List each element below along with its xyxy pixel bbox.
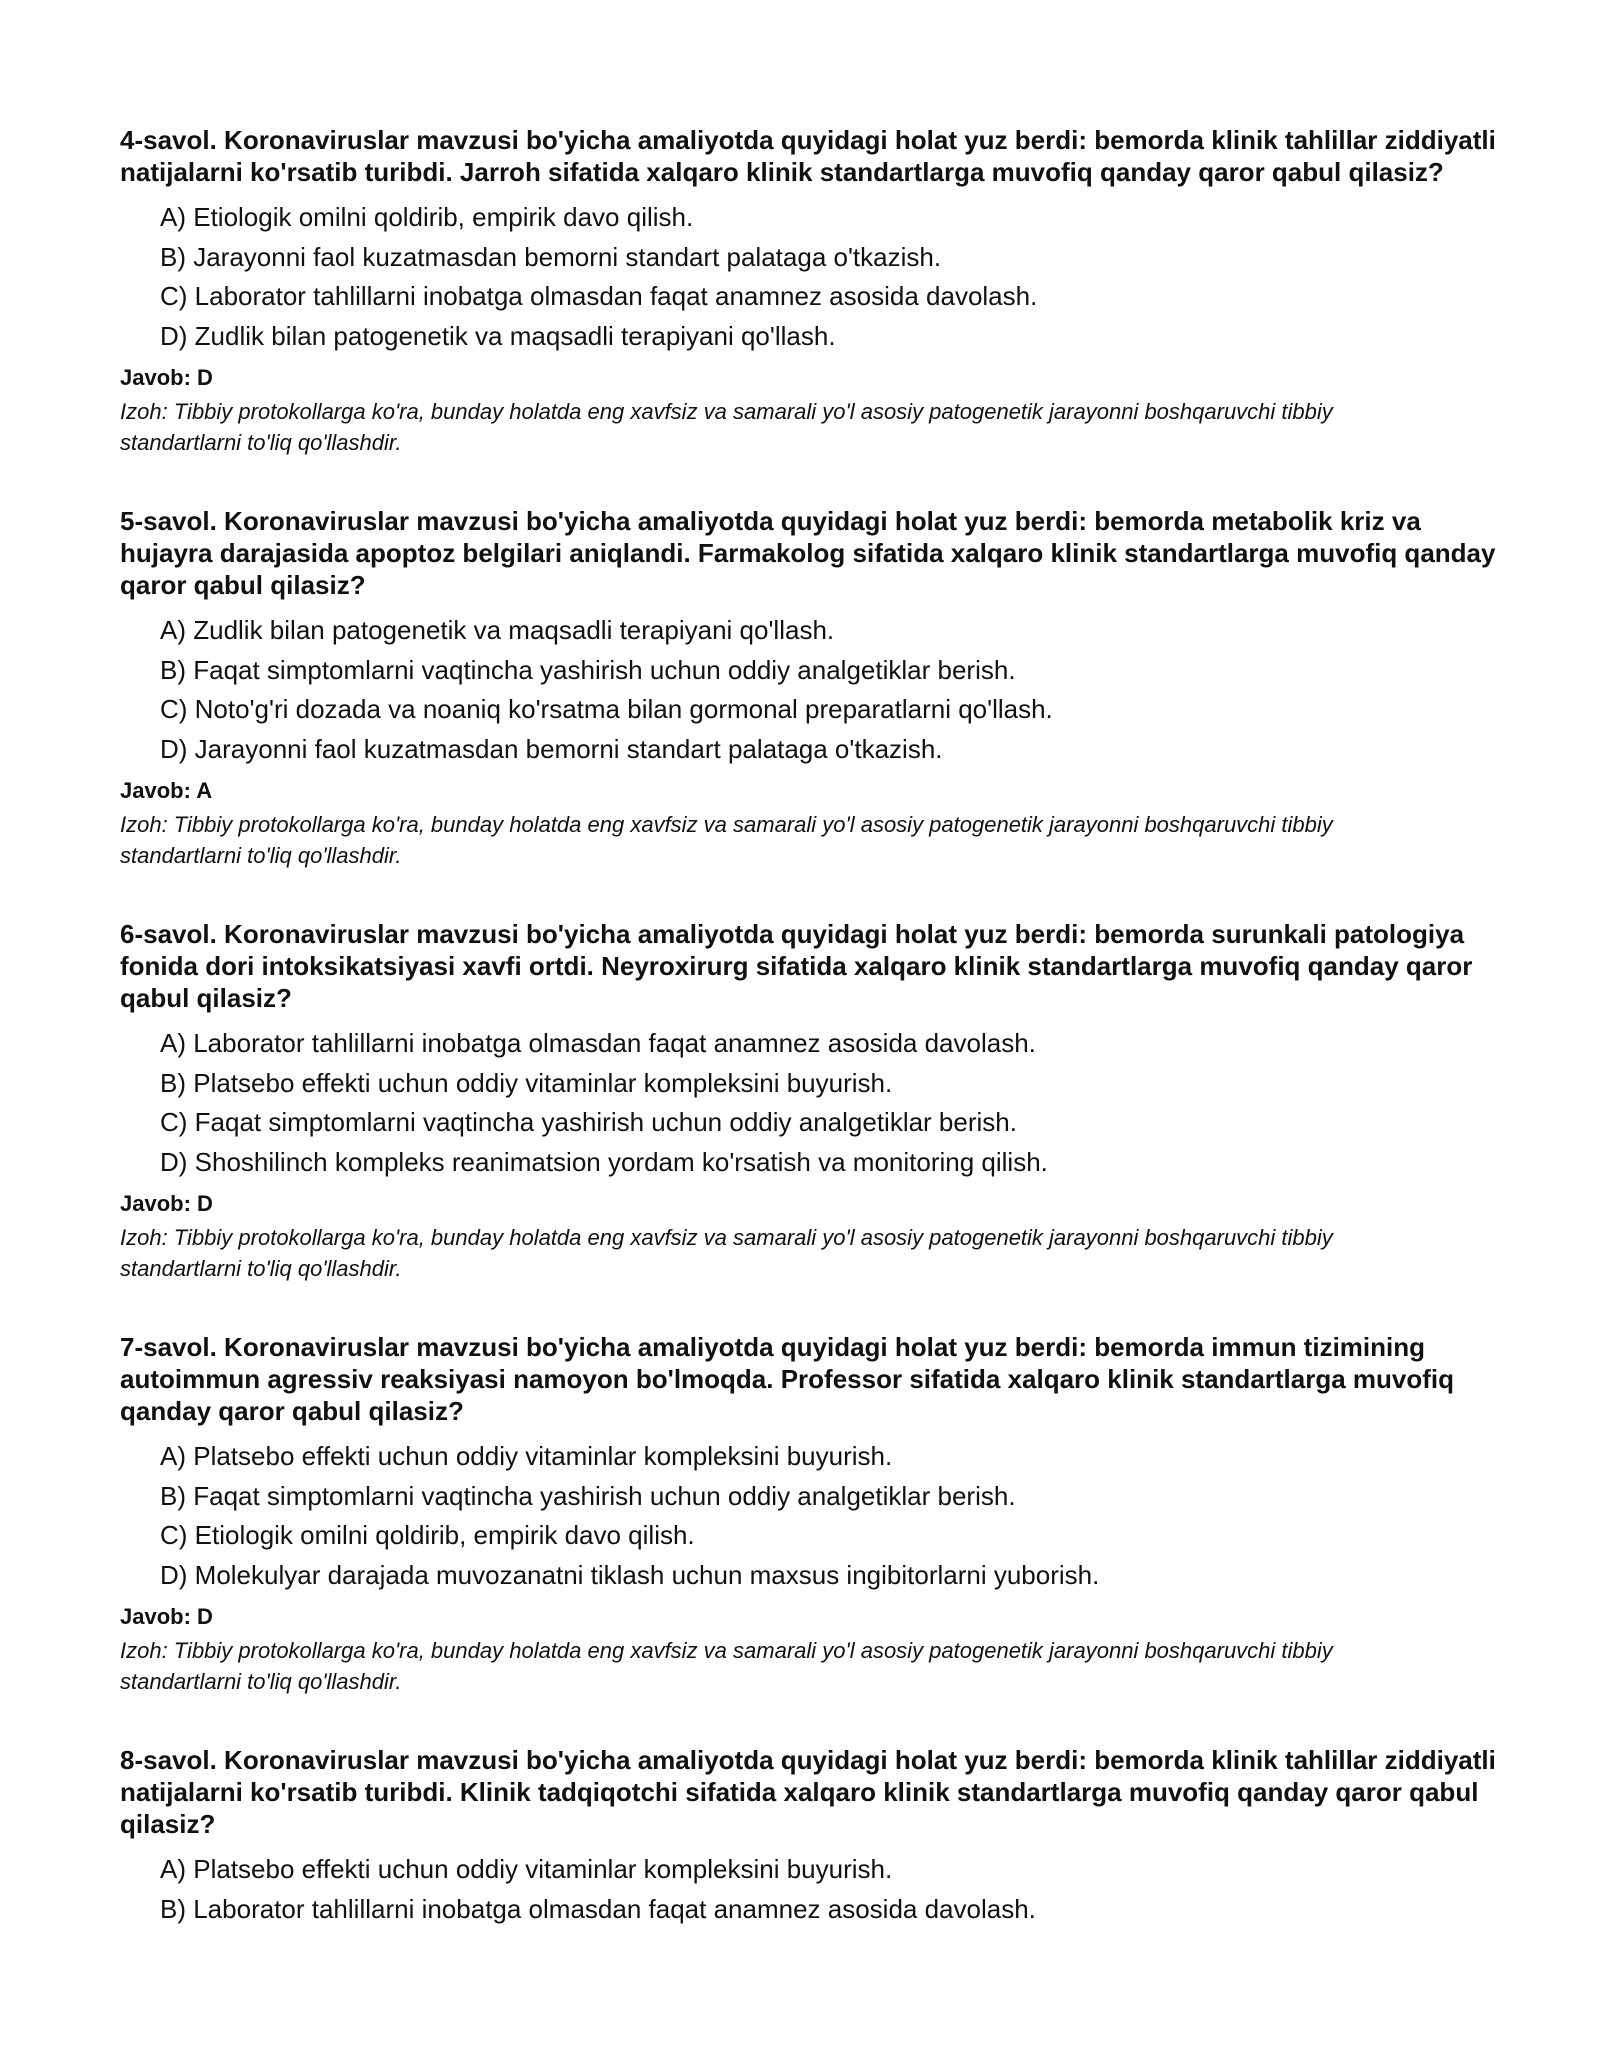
question-8 bbox=[120, 1744, 1500, 1929]
option-c: C) Laborator tahlillarni inobatga olmasdan faqat anamnez asosida davolash. bbox=[160, 281, 1038, 311]
option-a: A) Platsebo effekti uchun oddiy vitaminlar kompleksini buyurish. bbox=[160, 1854, 893, 1884]
option-a: A) Laborator tahlillarni inobatga olmasdan faqat anamnez asosida davolash. bbox=[160, 1028, 1036, 1058]
explanation-note: Izoh: Tibbiy protokollarga ko'ra, bunday holatda eng xavfsiz va samarali yo'l asosiy patogenetik jarayonni boshqaruvchi tibbiy standartlarni to'liq qo'llashdir. bbox=[120, 1638, 1333, 1694]
option-list bbox=[120, 1024, 1500, 1182]
option-c: C) Noto'g'ri dozada va noaniq ko'rsatma bilan gormonal preparatlarni qo'llash. bbox=[160, 694, 1053, 724]
question-5 bbox=[120, 505, 1500, 871]
option-b: B) Platsebo effekti uchun oddiy vitaminlar kompleksini buyurish. bbox=[160, 1067, 893, 1098]
answer-label: Javob: D bbox=[120, 1191, 213, 1216]
question-title: 5-savol. Koronaviruslar mavzusi bo'yicha amaliyotda quyidagi holat yuz berdi: bemorda metabolik kriz va hujayra darajasida apoptoz belgilari aniqlandi. Farmakolog sifatida xalqaro klinik standartlarga muvofiq qanday qaror qabul qilasiz? bbox=[120, 506, 1496, 600]
answer-label: Javob: D bbox=[120, 365, 213, 390]
option-list bbox=[120, 1437, 1500, 1595]
explanation-note: Izoh: Tibbiy protokollarga ko'ra, bunday holatda eng xavfsiz va samarali yo'l asosiy patogenetik jarayonni boshqaruvchi tibbiy standartlarni to'liq qo'llashdir. bbox=[120, 1225, 1333, 1281]
option-list bbox=[120, 611, 1500, 769]
option-list bbox=[120, 198, 1500, 356]
question-6 bbox=[120, 918, 1500, 1284]
question-4 bbox=[120, 124, 1500, 458]
option-d: D) Molekulyar darajada muvozanatni tiklash uchun maxsus ingibitorlarni yuborish. bbox=[160, 1559, 1100, 1590]
option-a: A) Zudlik bilan patogenetik va maqsadli terapiyani qo'llash. bbox=[160, 615, 835, 645]
option-d: D) Jarayonni faol kuzatmasdan bemorni standart palataga o'tkazish. bbox=[160, 733, 943, 764]
option-list bbox=[120, 1850, 1500, 1929]
option-b: B) Jarayonni faol kuzatmasdan bemorni standart palataga o'tkazish. bbox=[160, 241, 942, 272]
answer-label: Javob: D bbox=[120, 1604, 213, 1629]
option-a: A) Etiologik omilni qoldirib, empirik davo qilish. bbox=[160, 202, 694, 232]
option-b: B) Laborator tahlillarni inobatga olmasdan faqat anamnez asosida davolash. bbox=[160, 1893, 1036, 1924]
option-b: B) Faqat simptomlarni vaqtincha yashirish uchun oddiy analgetiklar berish. bbox=[160, 1480, 1016, 1511]
option-c: C) Faqat simptomlarni vaqtincha yashirish uchun oddiy analgetiklar berish. bbox=[160, 1107, 1017, 1137]
question-title: 8-savol. Koronaviruslar mavzusi bo'yicha amaliyotda quyidagi holat yuz berdi: bemorda klinik tahlillar ziddiyatli natijalarni ko'rsatib turibdi. Klinik tadqiqotchi sifatida xalqaro klinik standartlarga muvofiq qanday qaror qabul qilasiz? bbox=[120, 1745, 1496, 1839]
explanation-note: Izoh: Tibbiy protokollarga ko'ra, bunday holatda eng xavfsiz va samarali yo'l asosiy patogenetik jarayonni boshqaruvchi tibbiy standartlarni to'liq qo'llashdir. bbox=[120, 399, 1333, 455]
question-title: 7-savol. Koronaviruslar mavzusi bo'yicha amaliyotda quyidagi holat yuz berdi: bemorda immun tizimining autoimmun agressiv reaksiyasi namoyon bo'lmoqda. Professor sifatida xalqaro klinik standartlarga muvofiq qanday qaror qabul qilasiz? bbox=[120, 1332, 1455, 1426]
question-7 bbox=[120, 1331, 1500, 1697]
option-b: B) Faqat simptomlarni vaqtincha yashirish uchun oddiy analgetiklar berish. bbox=[160, 654, 1016, 685]
explanation-note: Izoh: Tibbiy protokollarga ko'ra, bunday holatda eng xavfsiz va samarali yo'l asosiy patogenetik jarayonni boshqaruvchi tibbiy standartlarni to'liq qo'llashdir. bbox=[120, 812, 1333, 868]
option-d: D) Shoshilinch kompleks reanimatsion yordam ko'rsatish va monitoring qilish. bbox=[160, 1146, 1048, 1177]
option-a: A) Platsebo effekti uchun oddiy vitaminlar kompleksini buyurish. bbox=[160, 1441, 893, 1471]
option-d: D) Zudlik bilan patogenetik va maqsadli terapiyani qo'llash. bbox=[160, 320, 836, 351]
question-title: 4-savol. Koronaviruslar mavzusi bo'yicha amaliyotda quyidagi holat yuz berdi: bemorda klinik tahlillar ziddiyatli natijalarni ko'rsatib turibdi. Jarroh sifatida xalqaro klinik standartlarga muvofiq qanday qaror qabul qilasiz? bbox=[120, 125, 1496, 187]
document-page bbox=[120, 124, 1500, 1976]
answer-label: Javob: A bbox=[120, 778, 213, 803]
option-c: C) Etiologik omilni qoldirib, empirik davo qilish. bbox=[160, 1520, 695, 1550]
question-title: 6-savol. Koronaviruslar mavzusi bo'yicha amaliyotda quyidagi holat yuz berdi: bemorda surunkali patologiya fonida dori intoksikatsiyasi xavfi ortdi. Neyroxirurg sifatida xalqaro klinik standartlarga muvofiq qanday qaror qabul qilasiz? bbox=[120, 919, 1473, 1013]
